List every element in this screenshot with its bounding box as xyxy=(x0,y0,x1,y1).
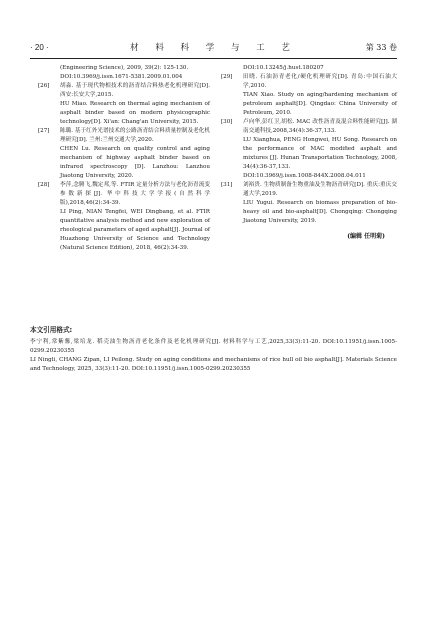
reference-entry xyxy=(38,82,210,127)
reference-text: 胡淼. 基于现代物相技术的沥青结合料热老化机理研究[D]. 西安:长安大学,2015. HU Miao. Research on thermal aging mechanism of asphalt binder based on modern physicographic technology[D]. Xi'an: Chang'an University, 2015. xyxy=(60,83,210,125)
citation-english: LI Ningli, CHANG Zipan, LI Peilong. Study on aging conditions and mechanisms of rice hull oil bio asphalt[J]. Materials Science and Technology, 2025, 33(3):11-20. DOI:10.11951/j.issn.1005-0299.20230355 xyxy=(30,357,397,372)
citation-chinese: 李宁利,常紫馨,梁培龙. 稻壳油生物沥青老化条件及老化机理研究[J]. 材料科学与工艺,2025,33(3):11-20. DOI:10.11951/j.issn.1005-0299.20230355 xyxy=(30,339,397,354)
reference-text: 田晓. 石油沥青老化/硬化机理研究[D]. 青岛:中国石油大学,2010. TIAN Xiao. Study on aging/hardening mechanism of petroleum asphalt[D]. Qingdao: China University of Petroleum, 2010. xyxy=(243,74,397,116)
citation-block xyxy=(30,326,397,374)
references-left-column xyxy=(38,64,210,253)
reference-entry xyxy=(38,64,210,82)
page-header xyxy=(30,40,397,56)
reference-number: [30] xyxy=(221,119,233,125)
reference-text: DOI:10.13245/j.hust.180207 xyxy=(243,65,324,71)
journal-title: 材 料 科 学 与 工 艺 xyxy=(130,43,297,53)
reference-number: [26] xyxy=(38,83,50,89)
reference-entry xyxy=(221,181,397,226)
editor-note: (编辑 任明菊) xyxy=(347,233,385,240)
reference-text: 卢向华,彭红卫,胡松. MAC 改性沥青及混合料性能研究[J]. 湖南交通科技,2008,34(4):36-37,133. LU Xianghua, PENG Hongwei, HU Song. Research on the performance of MAC modified asphalt and mixtures [J]. Hunan Transportation Technology, 2008, 34(4):36-37,133. DOI:10.3969/j.issn.1008-844X.2008.04.011 xyxy=(243,119,397,179)
reference-text: 陈璐. 基于红外光谱技术的公路沥青结合料质量控制及老化机理研究[D]. 兰州:兰州交通大学,2020. CHEN Lu. Research on quality control and aging mechanism of highway asphalt binder based on infrared spectroscopy [D]. Lanzhou: Lanzhou Jiaotong University, 2020. xyxy=(60,128,210,179)
reference-number: [27] xyxy=(38,128,50,134)
citation-title: 本文引用格式: xyxy=(30,326,73,334)
references-right-column xyxy=(221,64,397,241)
reference-number: [31] xyxy=(221,182,233,188)
page-number: · 20 · xyxy=(30,43,49,52)
reference-entry xyxy=(38,127,210,181)
header-divider xyxy=(30,58,397,59)
reference-entry xyxy=(221,64,397,73)
volume-label: 第 33 卷 xyxy=(365,43,397,52)
reference-text: (Engineering Science), 2009, 39(2): 125-130. DOI:10.3969/j.issn.1671-5381.2009.01.004 xyxy=(60,65,189,80)
reference-number: [29] xyxy=(221,74,233,80)
reference-text: 刘裕贵. 生物质制备生物重油及生物沥青研究[D]. 重庆:重庆交通大学,2019. LIU Yugui. Research on biomass preparation of bio-heavy oil and bio-asphalt[D]. Chongqing: Chongqing Jiaotong University, 2019. xyxy=(243,182,397,224)
reference-number: [28] xyxy=(38,182,50,188)
reference-entry xyxy=(221,73,397,118)
reference-entry xyxy=(221,118,397,181)
reference-entry xyxy=(38,181,210,253)
reference-text: 李萍,念腾飞,魏定邦,等. FTIR 定量分析方法与老化沥青流变参数新探[J]. 华中科技大学学报(自然科学版),2018,46(2):34-39. LI Ping, NIAN Tengfei, WEI Dingbang, et al. FTIR quantitative analysis method and new exploration of rheological parameters of aged asphalt[J]. Journal of Huazhong University of Science and Technology (Natural Science Edition), 2018, 46(2):34-39. xyxy=(60,182,210,251)
